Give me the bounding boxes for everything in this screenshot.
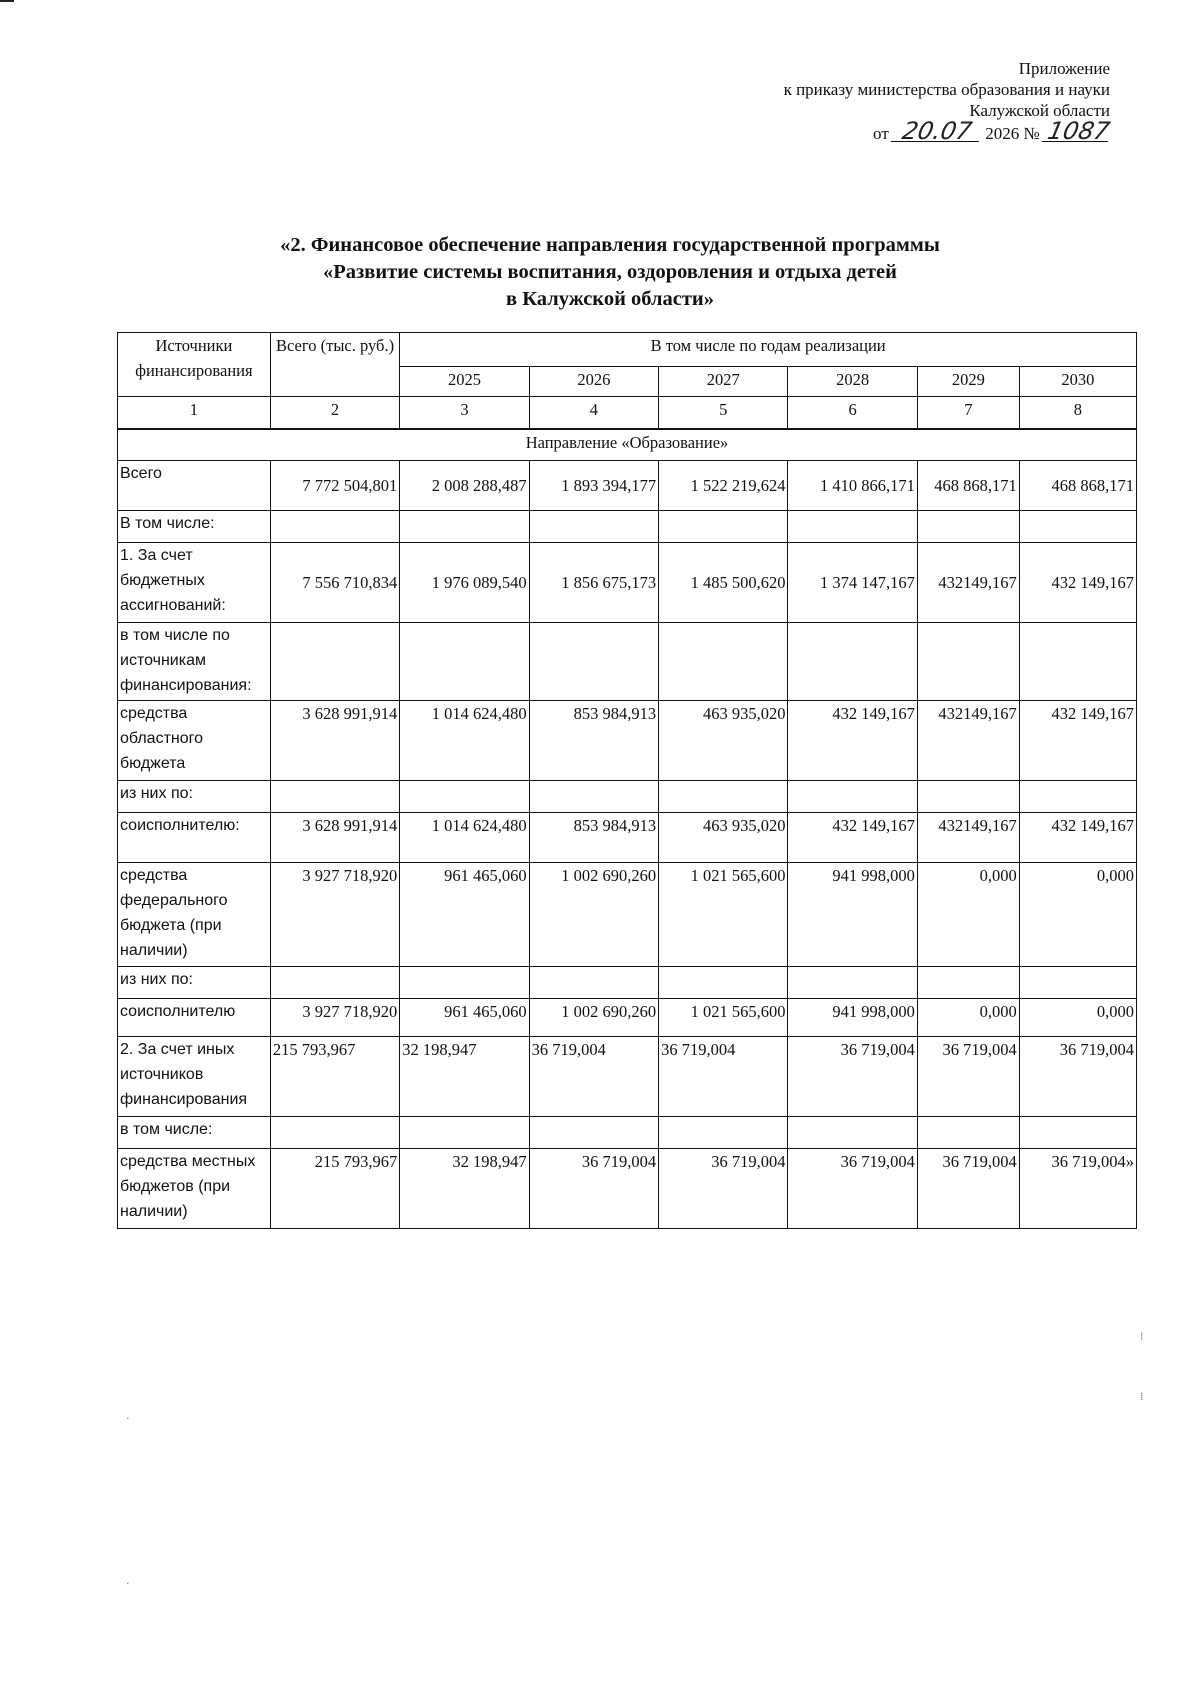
row-label: в том числе:	[118, 1117, 271, 1149]
year-value-cell: 463 935,020	[659, 701, 788, 781]
year-value-cell: 1 002 690,260	[529, 863, 658, 967]
year-value-cell	[529, 623, 658, 701]
year-value-cell	[1019, 511, 1136, 543]
row-label: средства областного бюджета	[118, 701, 271, 781]
appendix-order-ref: к приказу министерства образования и науки	[783, 80, 1110, 99]
year-value-cell: 432 149,167	[1019, 543, 1136, 623]
year-value-cell	[917, 623, 1019, 701]
header-year: 2025	[400, 367, 529, 397]
year-value-cell	[400, 623, 529, 701]
year-value-cell: 961 465,060	[400, 863, 529, 967]
row-total-cell: 7 772 504,801	[270, 461, 399, 511]
row-label: 2. За счет иных источников финансирования	[118, 1037, 271, 1117]
year-value-cell	[917, 967, 1019, 999]
row-total-cell	[270, 623, 399, 701]
row-label: в том числе по источникам финансирования:	[118, 623, 271, 701]
header-year: 2026	[529, 367, 658, 397]
year-value-cell: 36 719,004	[1019, 1037, 1136, 1117]
handwritten-order-number: 1087	[1042, 121, 1112, 142]
title-line-3: в Калужской области»	[506, 288, 714, 310]
year-value-cell: 432 149,167	[1019, 813, 1136, 863]
year-value-cell: 853 984,913	[529, 813, 658, 863]
table-row	[118, 1149, 1137, 1229]
year-value-cell	[659, 511, 788, 543]
column-number: 2	[270, 397, 399, 429]
row-label: средства местных бюджетов (при наличии)	[118, 1149, 271, 1229]
year-value-cell: 941 998,000	[788, 863, 917, 967]
year-value-cell: 0,000	[1019, 999, 1136, 1037]
table-row	[118, 1117, 1137, 1149]
year-value-cell: 1 856 675,173	[529, 543, 658, 623]
year-value-cell	[788, 511, 917, 543]
table-row	[118, 999, 1137, 1037]
table-row	[118, 781, 1137, 813]
table-row	[118, 701, 1137, 781]
appendix-header	[550, 58, 1113, 145]
column-number: 1	[118, 397, 271, 429]
year-value-cell: 1 014 624,480	[400, 701, 529, 781]
scan-edge-mark	[0, 0, 14, 2]
year-value-cell: 1 014 624,480	[400, 813, 529, 863]
year-value-cell: 468 868,171	[917, 461, 1019, 511]
year-value-cell: 2 008 288,487	[400, 461, 529, 511]
table-row	[118, 1037, 1137, 1117]
year-value-cell: 1 410 866,171	[788, 461, 917, 511]
year-value-cell: 463 935,020	[659, 813, 788, 863]
header-year: 2029	[917, 367, 1019, 397]
year-value-cell: 853 984,913	[529, 701, 658, 781]
row-total-cell: 3 927 718,920	[270, 999, 399, 1037]
year-value-cell: 432 149,167	[788, 813, 917, 863]
column-number: 5	[659, 397, 788, 429]
year-value-cell: 1 002 690,260	[529, 999, 658, 1037]
year-value-cell	[400, 781, 529, 813]
year-value-cell: 1 374 147,167	[788, 543, 917, 623]
row-total-cell: 215 793,967	[270, 1037, 399, 1117]
document-title	[120, 232, 1100, 313]
year-value-cell: 36 719,004	[788, 1149, 917, 1229]
scan-speck: ⁞	[1140, 1390, 1144, 1403]
row-total-cell	[270, 511, 399, 543]
year-value-cell: 1 976 089,540	[400, 543, 529, 623]
year-value-cell: 32 198,947	[400, 1037, 529, 1117]
header-year: 2028	[788, 367, 917, 397]
table-row	[118, 461, 1137, 511]
year-value-cell: 36 719,004	[788, 1037, 917, 1117]
year-value-cell: 36 719,004	[659, 1037, 788, 1117]
column-number: 6	[788, 397, 917, 429]
table-row	[118, 623, 1137, 701]
year-value-cell	[788, 1117, 917, 1149]
row-label: В том числе:	[118, 511, 271, 543]
row-total-cell: 3 628 991,914	[270, 701, 399, 781]
scan-speck: ⁞	[1140, 1330, 1144, 1343]
title-line-2: «Развитие системы воспитания, оздоровления и отдыха детей	[323, 261, 897, 283]
row-total-cell: 7 556 710,834	[270, 543, 399, 623]
handwritten-date: 20.07	[891, 121, 983, 142]
appendix-region: Калужской области	[969, 101, 1110, 120]
header-year: 2027	[659, 367, 788, 397]
year-value-cell: 1 522 219,624	[659, 461, 788, 511]
section-heading: Направление «Образование»	[118, 429, 1137, 461]
year-value-cell	[529, 1117, 658, 1149]
year-value-cell	[917, 511, 1019, 543]
row-total-cell: 215 793,967	[270, 1149, 399, 1229]
year-value-cell: 432149,167	[917, 701, 1019, 781]
year-and-number-label: 2026 №	[985, 124, 1040, 143]
year-value-cell	[788, 967, 917, 999]
row-total-cell	[270, 781, 399, 813]
year-value-cell: 1 021 565,600	[659, 863, 788, 967]
year-value-cell: 36 719,004	[917, 1149, 1019, 1229]
year-value-cell: 468 868,171	[1019, 461, 1136, 511]
year-value-cell	[659, 781, 788, 813]
table-row	[118, 967, 1137, 999]
year-value-cell	[529, 967, 658, 999]
row-label: 1. За счет бюджетных ассигнований:	[118, 543, 271, 623]
year-value-cell	[400, 511, 529, 543]
year-value-cell	[529, 781, 658, 813]
scan-speck: ·	[126, 1577, 130, 1590]
row-label: из них по:	[118, 967, 271, 999]
table-row	[118, 863, 1137, 967]
year-value-cell: 36 719,004	[529, 1037, 658, 1117]
year-value-cell: 1 485 500,620	[659, 543, 788, 623]
year-value-cell	[788, 781, 917, 813]
row-label: из них по:	[118, 781, 271, 813]
column-number: 3	[400, 397, 529, 429]
column-number: 4	[529, 397, 658, 429]
year-value-cell: 432149,167	[917, 543, 1019, 623]
row-label: соисполнителю	[118, 999, 271, 1037]
header-sources: Источники финансирования	[118, 333, 271, 397]
year-value-cell	[917, 781, 1019, 813]
row-total-cell	[270, 1117, 399, 1149]
year-value-cell: 0,000	[1019, 863, 1136, 967]
year-value-cell: 432149,167	[917, 813, 1019, 863]
year-value-cell: 36 719,004»	[1019, 1149, 1136, 1229]
year-value-cell: 32 198,947	[400, 1149, 529, 1229]
scan-speck: ·	[126, 1412, 130, 1425]
appendix-date-line	[550, 117, 1113, 145]
year-value-cell	[659, 1117, 788, 1149]
row-label: средства федерального бюджета (при наличии)	[118, 863, 271, 967]
table-row	[118, 543, 1137, 623]
year-value-cell	[400, 967, 529, 999]
header-by-years: В том числе по годам реализации	[400, 333, 1137, 367]
header-total: Всего (тыс. руб.)	[270, 333, 399, 397]
row-total-cell: 3 927 718,920	[270, 863, 399, 967]
year-value-cell: 0,000	[917, 863, 1019, 967]
year-value-cell: 432 149,167	[1019, 701, 1136, 781]
year-value-cell	[400, 1117, 529, 1149]
year-value-cell	[1019, 781, 1136, 813]
row-label: Всего	[118, 461, 271, 511]
year-value-cell	[1019, 623, 1136, 701]
financing-table	[117, 332, 1137, 1229]
year-value-cell: 36 719,004	[659, 1149, 788, 1229]
year-value-cell: 36 719,004	[917, 1037, 1019, 1117]
row-label: соисполнителю:	[118, 813, 271, 863]
header-year: 2030	[1019, 367, 1136, 397]
year-value-cell: 961 465,060	[400, 999, 529, 1037]
year-value-cell	[529, 511, 658, 543]
year-value-cell: 36 719,004	[529, 1149, 658, 1229]
title-line-1: «2. Финансовое обеспечение направления государственной программы	[280, 234, 940, 256]
date-prefix: от	[873, 124, 889, 143]
year-value-cell: 0,000	[917, 999, 1019, 1037]
column-number: 7	[917, 397, 1019, 429]
year-value-cell	[659, 623, 788, 701]
year-value-cell: 1 893 394,177	[529, 461, 658, 511]
year-value-cell: 1 021 565,600	[659, 999, 788, 1037]
appendix-title: Приложение	[1018, 59, 1110, 78]
year-value-cell	[1019, 967, 1136, 999]
row-total-cell	[270, 967, 399, 999]
column-number: 8	[1019, 397, 1136, 429]
year-value-cell	[788, 623, 917, 701]
table-row	[118, 511, 1137, 543]
year-value-cell	[917, 1117, 1019, 1149]
row-total-cell: 3 628 991,914	[270, 813, 399, 863]
year-value-cell	[1019, 1117, 1136, 1149]
year-value-cell: 941 998,000	[788, 999, 917, 1037]
year-value-cell	[659, 967, 788, 999]
table-row	[118, 813, 1137, 863]
year-value-cell: 432 149,167	[788, 701, 917, 781]
